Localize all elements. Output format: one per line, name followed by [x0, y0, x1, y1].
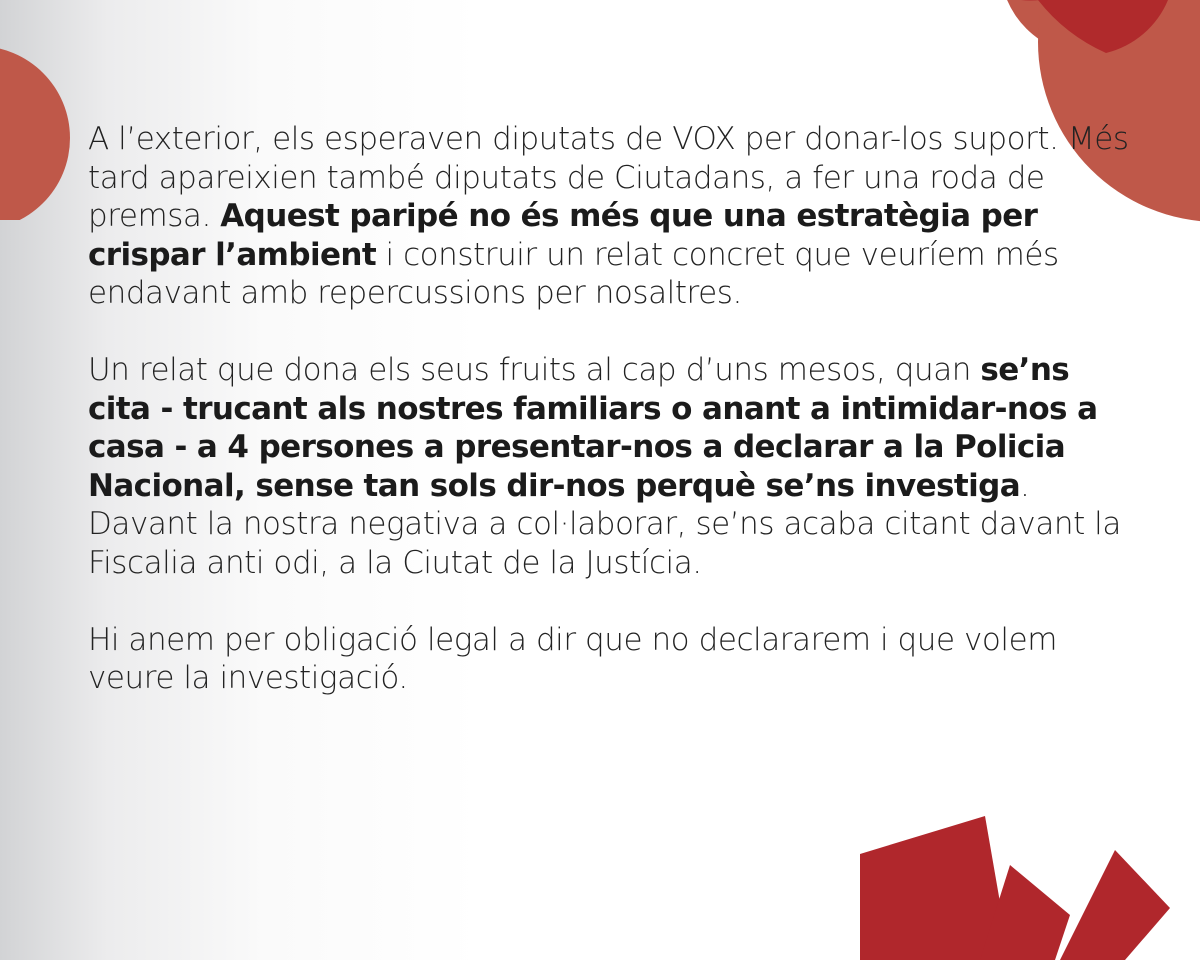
- bold-text-run: se’ns cita - trucant als nostres familiars o anant a intimidar-nos a casa - a 4 persones a presentar-nos a declarar a la Policia Nacional, sense tan sols dir-nos perquè se’ns investiga: [88, 352, 1098, 504]
- bottom-right-star-decoration: [860, 810, 1200, 960]
- text-run: Hi anem per obligació legal a dir que no declararem i que volem veure la investigació.: [88, 621, 1057, 696]
- text-run: . Davant la nostra negativa a col·laborar, se’ns acaba citant davant la Fiscalia anti odi, a la Ciutat de la Justícia.: [88, 467, 1121, 581]
- paragraph-1: [88, 120, 1138, 313]
- text-run: A l’exterior, els esperaven diputats de VOX per donar-los suport. Més tard apareixien també diputats de Ciutadans, a fer una roda de premsa.: [88, 121, 1129, 234]
- text-run: i construir un relat concret que veuríem més endavant amb repercussions per nosaltres.: [88, 236, 1059, 311]
- left-half-circle-decoration: [0, 20, 72, 220]
- paragraph-2: [88, 351, 1138, 582]
- paragraph-3: [88, 621, 1138, 698]
- text-run: Un relat que dona els seus fruits al cap d’uns mesos, quan: [88, 352, 981, 388]
- bold-text-run: Aquest paripé no és més que una estratègia per crispar l’ambient: [88, 198, 1038, 273]
- main-text-block: [88, 120, 1138, 736]
